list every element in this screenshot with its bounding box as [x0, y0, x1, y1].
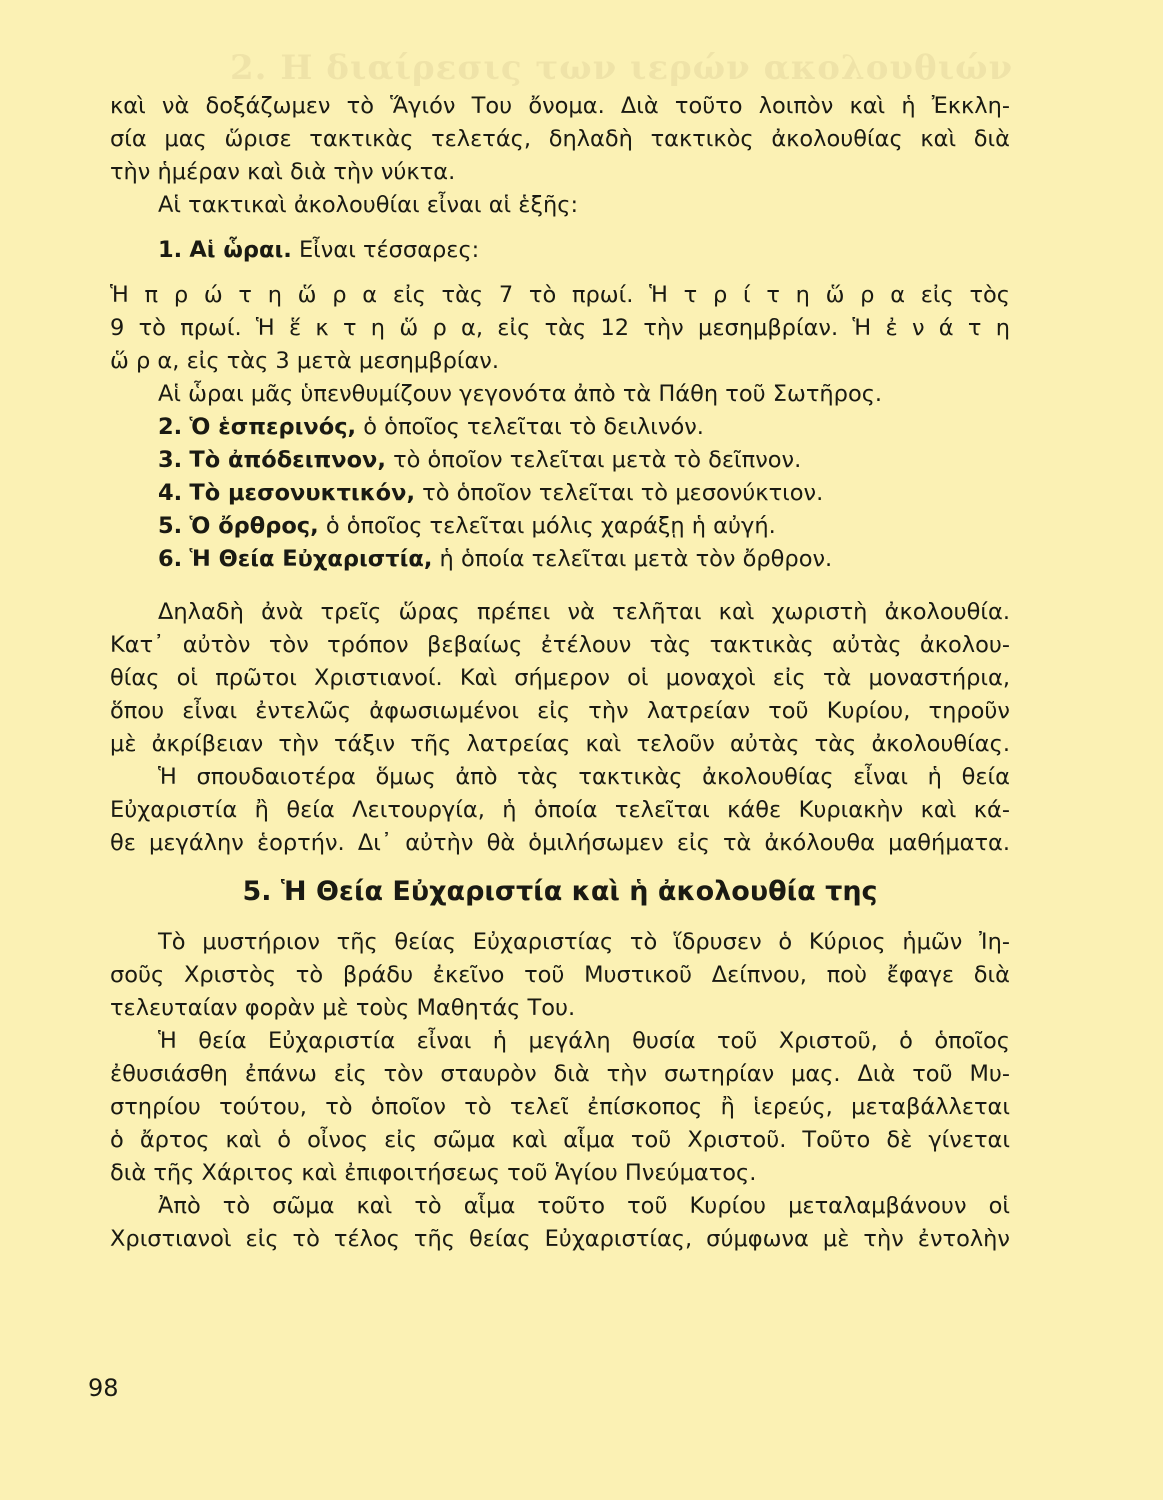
- item-number: 5.: [158, 513, 183, 539]
- item-number: 2.: [158, 414, 183, 440]
- text-line: μὲ ἀκρίβειαν τὴν τάξιν τῆς λατρείας καὶ τελοῦν αὐτὰς τὰς ἀκολουθίας.: [110, 731, 1010, 757]
- item-text: ὁ ὁποῖος τελεῖται τὸ δειλινόν.: [363, 414, 704, 440]
- text-line: Τὸ μυστήριον τῆς θείας Εὐχαριστίας τὸ ἵδρυσεν ὁ Κύριος ἡμῶν Ἰη-: [158, 929, 1010, 955]
- text-line: Ἡ π ρ ώ τ η ὥ ρ α εἰς τὰς 7 τὸ πρωί. Ἡ τ ρ ί τ η ὥ ρ α εἰς τὸς: [110, 282, 1010, 308]
- text-line: σοῦς Χριστὸς τὸ βράδυ ἐκεῖνο τοῦ Μυστικοῦ Δείπνου, ποὺ ἔφαγε διὰ: [110, 962, 1010, 988]
- list-item: [110, 510, 1010, 543]
- item-text: τὸ ὁποῖον τελεῖται τὸ μεσονύκτιον.: [422, 480, 824, 506]
- list-item: [110, 477, 1010, 510]
- text-line: Αἱ ὧραι μᾶς ὑπενθυμίζουν γεγονότα ἀπὸ τὰ Πάθη τοῦ Σωτῆρος.: [158, 381, 883, 407]
- text-line: ὅπου εἶναι ἐντελῶς ἀφωσιωμένοι εἰς τὴν λατρείαν τοῦ Κυρίου, τηροῦν: [110, 698, 1010, 724]
- section-heading: 5. Ἡ Θεία Εὐχαριστία καὶ ἡ ἀκολουθία της: [242, 876, 878, 907]
- text-line: θε μεγάλην ἑορτήν. Δι᾿ αὐτὴν θὰ ὁμιλήσωμεν εἰς τὰ ἀκόλουθα μαθήματα.: [110, 830, 1010, 856]
- item-number: 1.: [158, 237, 183, 263]
- list-item: [110, 444, 1010, 477]
- item-title: Αἱ ὧραι.: [189, 237, 292, 263]
- item-title: Τὸ ἀπόδειπνον,: [189, 447, 386, 473]
- text-line: καὶ νὰ δοξάζωμεν τὸ Ἅγιόν Του ὄνομα. Διὰ τοῦτο λοιπὸν καὶ ἡ Ἐκκλη-: [110, 93, 1010, 119]
- text-line: Ἡ σπουδαιοτέρα ὅμως ἀπὸ τὰς τακτικὰς ἀκολουθίας εἶναι ἡ θεία: [158, 764, 1010, 790]
- text-line: ὁ ἄρτος καὶ ὁ οἶνος εἰς σῶμα καὶ αἷμα τοῦ Χριστοῦ. Τοῦτο δὲ γίνεται: [110, 1127, 1010, 1153]
- text-line: τὴν ἡμέραν καὶ διὰ τὴν νύκτα.: [110, 159, 456, 185]
- item-title: Ἡ Θεία Εὐχαριστία,: [189, 546, 433, 572]
- text-line: ἐθυσιάσθη ἐπάνω εἰς τὸν σταυρὸν διὰ τὴν σωτηρίαν μας. Διὰ τοῦ Μυ-: [110, 1061, 1010, 1087]
- text-line: Ἀπὸ τὸ σῶμα καὶ τὸ αἷμα τοῦτο τοῦ Κυρίου μεταλαμβάνουν οἱ: [158, 1193, 1010, 1219]
- text-line: Χριστιανοὶ εἰς τὸ τέλος τῆς θείας Εὐχαριστίας, σύμφωνα μὲ τὴν ἐντολὴν: [110, 1226, 1010, 1252]
- page-number: 98: [88, 1374, 119, 1402]
- text-line: Εὐχαριστία ἢ θεία Λειτουργία, ἡ ὁποία τελεῖται κάθε Κυριακὴν καὶ κά-: [110, 797, 1010, 823]
- item-number: 4.: [158, 480, 183, 506]
- text-line: 9 τὸ πρωί. Ἡ ἕ κ τ η ὥ ρ α, εἰς τὰς 12 τὴν μεσημβρίαν. Ἡ ἐ ν ά τ η: [110, 315, 1010, 341]
- text-line: σία μας ὥρισε τακτικὰς τελετάς, δηλαδὴ τακτικὸς ἀκολουθίας καὶ διὰ: [110, 126, 1010, 152]
- text-line: τελευταίαν φορὰν μὲ τοὺς Μαθητάς Του.: [110, 995, 576, 1021]
- text-line: στηρίου τούτου, τὸ ὁποῖον τὸ τελεῖ ἐπίσκοπος ἢ ἱερεύς, μεταβάλλεται: [110, 1094, 1010, 1120]
- item-title: Ὁ ἑσπερινός,: [189, 414, 357, 440]
- text-line: Κατ᾿ αὐτὸν τὸν τρόπον βεβαίως ἐτέλουν τὰς τακτικὰς αὐτὰς ἀκολου-: [110, 632, 1010, 658]
- text-line: ὥ ρ α, εἰς τὰς 3 μετὰ μεσημβρίαν.: [110, 348, 500, 374]
- list-item: [110, 411, 1010, 444]
- text-line: θίας οἱ πρῶτοι Χριστιανοί. Καὶ σήμερον οἱ μοναχοὶ εἰς τὰ μοναστήρια,: [110, 665, 1010, 691]
- item-text: τὸ ὁποῖον τελεῖται μετὰ τὸ δεῖπνον.: [393, 447, 802, 473]
- text-line: Ἡ θεία Εὐχαριστία εἶναι ἡ μεγάλη θυσία τοῦ Χριστοῦ, ὁ ὁποῖος: [158, 1028, 1010, 1054]
- text-line: Αἱ τακτικαὶ ἀκολουθίαι εἶναι αἱ ἑξῆς:: [158, 192, 579, 218]
- list-item-hours: [110, 234, 1010, 267]
- text-line: διὰ τῆς Χάριτος καὶ ἐπιφοιτήσεως τοῦ Ἁγίου Πνεύματος.: [110, 1160, 757, 1186]
- item-text: Εἶναι τέσσαρες:: [298, 237, 480, 263]
- list-item: [110, 543, 1010, 576]
- text-line: Δηλαδὴ ἀνὰ τρεῖς ὥρας πρέπει νὰ τελῆται καὶ χωριστὴ ἀκολουθία.: [158, 599, 1010, 625]
- item-text: ὁ ὁποῖος τελεῖται μόλις χαράξῃ ἡ αὐγή.: [325, 513, 776, 539]
- item-number: 3.: [158, 447, 183, 473]
- page-body: [110, 90, 1010, 1256]
- item-text: ἡ ὁποία τελεῖται μετὰ τὸν ὄρθρον.: [439, 546, 833, 572]
- item-title: Ὁ ὄρθρος,: [189, 513, 319, 539]
- item-number: 6.: [158, 546, 183, 572]
- bleed-through-header: 2. Η διαίρεσις των ιερών ακολουθιών: [230, 48, 1014, 88]
- item-title: Τὸ μεσονυκτικόν,: [189, 480, 416, 506]
